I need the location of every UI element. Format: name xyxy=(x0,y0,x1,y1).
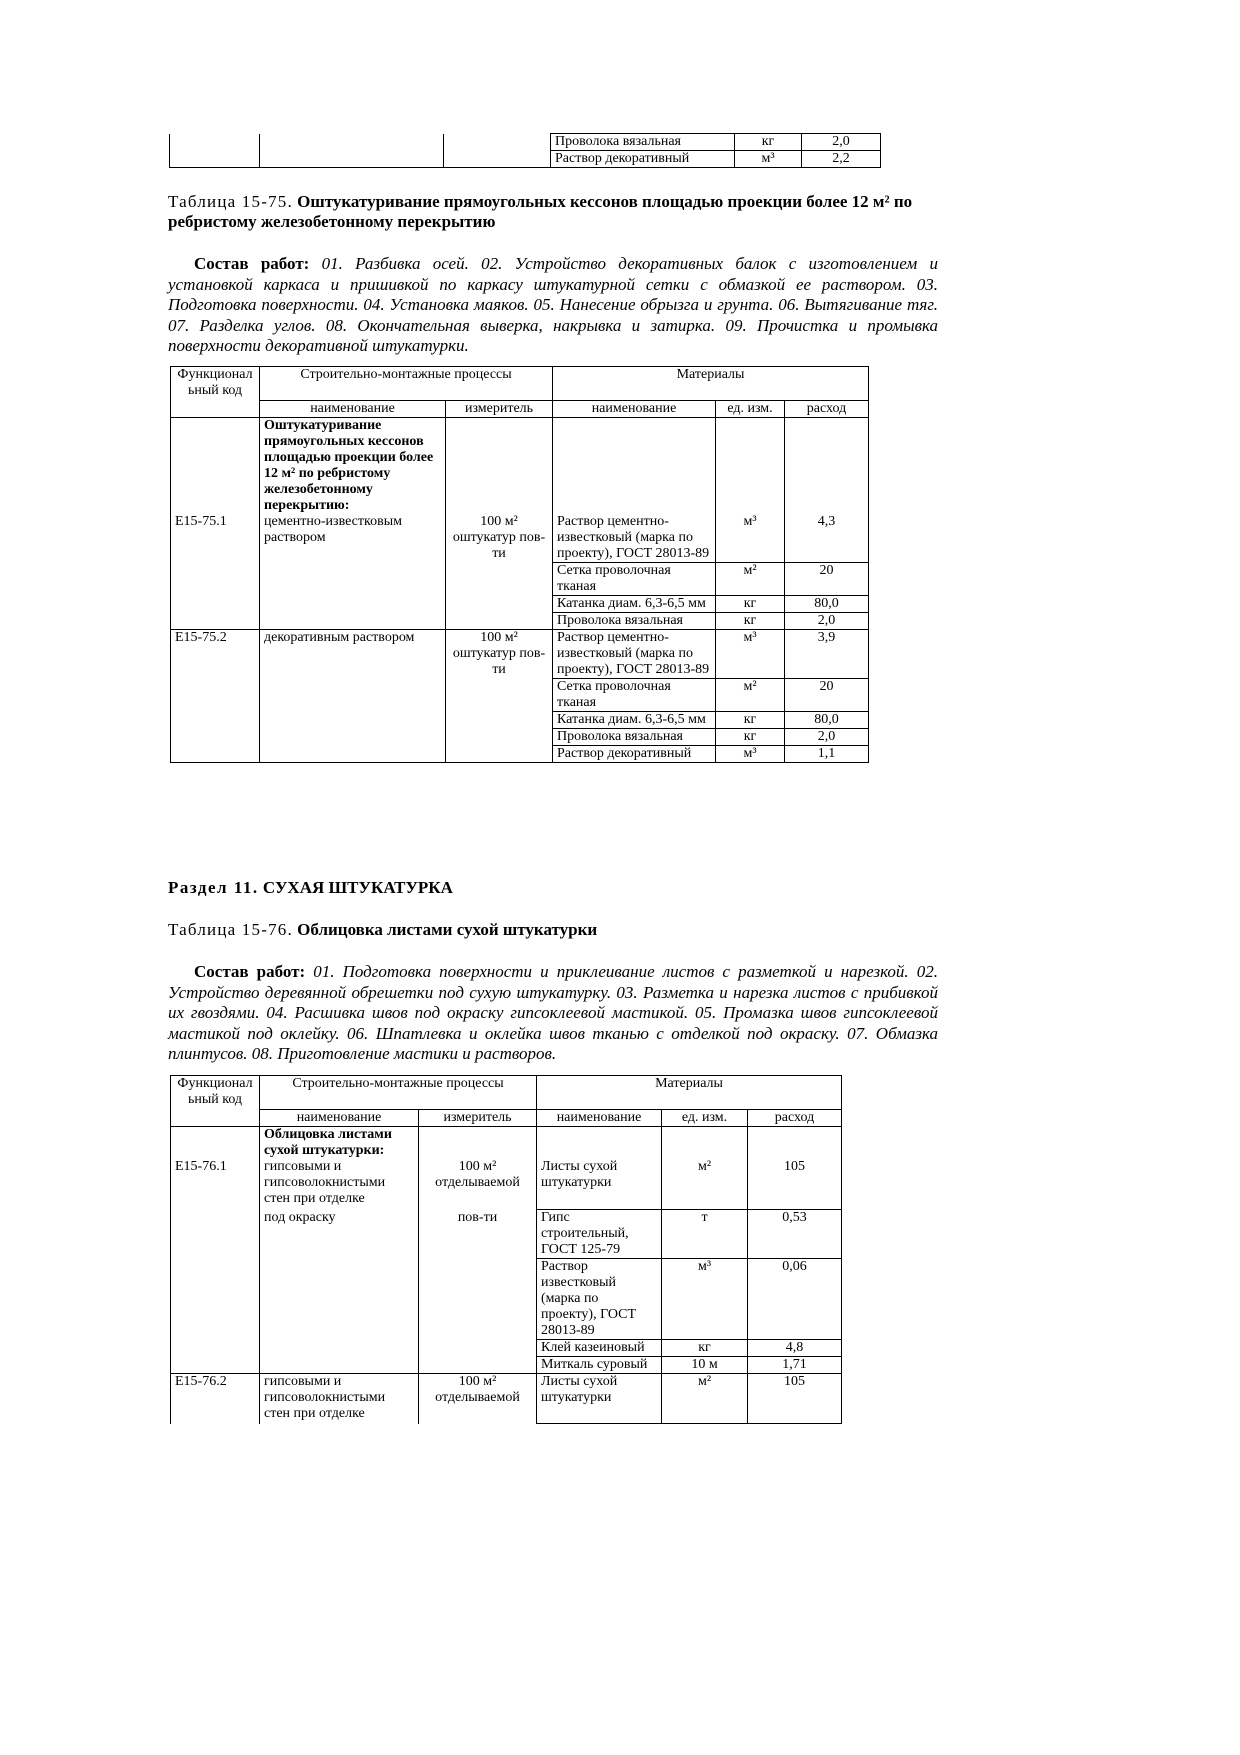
material-value: 105 xyxy=(748,1374,842,1424)
item-meter: 100 м² оштукатур пов-ти xyxy=(446,630,553,763)
material-unit: м² xyxy=(716,679,785,712)
material-value: 2,0 xyxy=(785,729,869,746)
table-title: Оштукатуривание прямоугольных кессонов площадью проекции более 12 м² по ребристому железобетонному перекрытию xyxy=(168,192,913,231)
composition-label: Состав работ: xyxy=(194,254,310,273)
header-consumption: расход xyxy=(785,401,869,418)
composition-paragraph xyxy=(168,962,938,1065)
material-name: Миткаль суровый xyxy=(537,1357,662,1374)
material-unit: м² xyxy=(716,563,785,596)
material-value: 0,53 xyxy=(748,1210,842,1259)
table-caption xyxy=(168,920,938,940)
material-unit: кг xyxy=(716,712,785,729)
header-consumption: расход xyxy=(748,1110,842,1127)
material-value: 1,1 xyxy=(785,746,869,763)
top-fragment-table xyxy=(169,133,881,168)
table-row xyxy=(171,1210,842,1259)
table-caption xyxy=(168,192,938,232)
table-label: Таблица 15-76. xyxy=(168,920,293,939)
composition-text: 01. Разбивка осей. 02. Устройство декоративных балок с изготовлением и установкой каркаса и пришивкой по каркасу штукатурной сетки с обмазкой ее раствором. 03. Подготовка поверхности. 04. Установка маяков. 05. Нанесение обрызга и грунта. 06. Вытягивание тяг. 07. Разделка углов. 08. Окончательная выверка, накрывка и затирка. 09. Прочистка и промывка поверхности декоративной штукатурки. xyxy=(168,254,938,355)
material-unit: кг xyxy=(716,596,785,613)
header-meter: измеритель xyxy=(419,1110,537,1127)
material-name: Сетка проволочная тканая xyxy=(553,679,716,712)
material-name: Раствор известковый (марка по проекту), ГОСТ 28013-89 xyxy=(537,1259,662,1340)
material-value: 2,2 xyxy=(802,151,881,168)
table-row xyxy=(171,418,869,563)
table-title: Облицовка листами сухой штукатурки xyxy=(297,920,598,939)
item-meter: 100 м² отделываемой xyxy=(419,1374,537,1424)
material-unit: м³ xyxy=(716,630,785,679)
header-materials: Материалы xyxy=(537,1076,842,1110)
header-code: Функционал ьный код xyxy=(171,367,260,401)
header-processes: Строительно-монтажные процессы xyxy=(260,367,553,401)
material-unit: м³ xyxy=(662,1259,748,1340)
table-15-75 xyxy=(170,366,869,763)
header-name: наименование xyxy=(260,401,446,418)
material-unit: м³ xyxy=(716,418,785,563)
header-materials: Материалы xyxy=(553,367,869,401)
material-name: Раствор цементно-известковый (марка по проекту), ГОСТ 28013-89 xyxy=(553,418,716,563)
table-row xyxy=(171,1127,842,1210)
item-meter: 100 м² отделываемой xyxy=(419,1127,537,1210)
material-value: 2,0 xyxy=(785,613,869,630)
composition-text: 01. Подготовка поверхности и приклеивание листов с разметкой и нарезкой. 02. Устройство деревянной обрешетки под сухую штукатурку. 03. Разметка и нарезка листов с прибивкой их гвоздями. 04. Расшивка швов под окраску гипсоклеевой мастикой. 05. Промазка швов гипсоклеевой мастикой под оклейку. 06. Шпатлевка и оклейка швов тканью с отделкой под окраску. 07. Обмазка плинтусов. 08. Приготовление мастики и растворов. xyxy=(168,962,938,1063)
header-name: наименование xyxy=(260,1110,419,1127)
material-unit: 10 м xyxy=(662,1357,748,1374)
material-value: 20 xyxy=(785,563,869,596)
material-name: Раствор декоративный xyxy=(553,746,716,763)
material-unit: т xyxy=(662,1210,748,1259)
material-name: Раствор цементно-известковый (марка по проекту), ГОСТ 28013-89 xyxy=(553,630,716,679)
composition-label: Состав работ: xyxy=(194,962,306,981)
material-name: Проволока вязальная xyxy=(553,729,716,746)
item-code: Е15-75.2 xyxy=(171,630,260,763)
material-name: Гипс строительный, ГОСТ 125-79 xyxy=(537,1210,662,1259)
header-meter: измеритель xyxy=(446,401,553,418)
process-text: цементно-известковым раствором xyxy=(264,514,402,545)
header-mat-name: наименование xyxy=(553,401,716,418)
item-code: Е15-76.1 xyxy=(171,1127,260,1374)
material-unit: м³ xyxy=(716,746,785,763)
material-value: 0,06 xyxy=(748,1259,842,1340)
table-label: Таблица 15-75. xyxy=(168,192,293,211)
material-value: 20 xyxy=(785,679,869,712)
material-value: 4,3 xyxy=(785,418,869,563)
composition-paragraph xyxy=(168,254,938,357)
material-unit: кг xyxy=(716,613,785,630)
process-text: гипсовыми и гипсоволокнистыми стен при отделке xyxy=(264,1159,386,1206)
section-label: Раздел 11. xyxy=(168,878,259,897)
item-code: Е15-76.2 xyxy=(171,1374,260,1424)
section-title: СУХАЯ ШТУКАТУРКА xyxy=(262,878,453,897)
material-name: Катанка диам. 6,3-6,5 мм xyxy=(553,712,716,729)
table-row xyxy=(170,134,881,151)
material-value: 80,0 xyxy=(785,712,869,729)
section-heading xyxy=(168,878,938,898)
header-mat-name: наименование xyxy=(537,1110,662,1127)
material-unit: м³ xyxy=(735,151,802,168)
material-value: 80,0 xyxy=(785,596,869,613)
table-row xyxy=(171,630,869,679)
material-unit: кг xyxy=(716,729,785,746)
material-name: Раствор декоративный xyxy=(551,151,735,168)
group-title: Оштукатуривание прямоугольных кессонов площадью проекции более 12 м² по ребристому железобетонному перекрытию: xyxy=(264,418,434,513)
table-15-76 xyxy=(170,1075,842,1424)
material-value: 3,9 xyxy=(785,630,869,679)
header-code: Функционал ьный код xyxy=(171,1076,260,1110)
material-unit: кг xyxy=(735,134,802,151)
material-value: 1,71 xyxy=(748,1357,842,1374)
item-code: Е15-75.1 xyxy=(171,418,260,630)
material-name: Сетка проволочная тканая xyxy=(553,563,716,596)
item-process xyxy=(260,418,446,630)
material-value: 4,8 xyxy=(748,1340,842,1357)
material-name: Проволока вязальная xyxy=(551,134,735,151)
header-processes: Строительно-монтажные процессы xyxy=(260,1076,537,1110)
material-unit: м² xyxy=(662,1127,748,1210)
material-name: Листы сухой штукатурки xyxy=(537,1127,662,1210)
material-unit: кг xyxy=(662,1340,748,1357)
material-name: Проволока вязальная xyxy=(553,613,716,630)
item-meter: 100 м² оштукатур пов-ти xyxy=(446,418,553,630)
header-unit: ед. изм. xyxy=(662,1110,748,1127)
item-process-cont: под окраску xyxy=(260,1210,419,1374)
material-value: 105 xyxy=(748,1127,842,1210)
material-value: 2,0 xyxy=(802,134,881,151)
item-process xyxy=(260,1127,419,1210)
item-process: гипсовыми и гипсоволокнистыми стен при отделке xyxy=(260,1374,419,1424)
material-name: Клей казеиновый xyxy=(537,1340,662,1357)
table-row xyxy=(171,1374,842,1424)
group-title: Облицовка листами сухой штукатурки: xyxy=(264,1127,392,1158)
item-process: декоративным раствором xyxy=(260,630,446,763)
material-name: Листы сухой штукатурки xyxy=(537,1374,662,1424)
material-unit: м² xyxy=(662,1374,748,1424)
header-unit: ед. изм. xyxy=(716,401,785,418)
item-meter-cont: пов-ти xyxy=(419,1210,537,1374)
material-name: Катанка диам. 6,3-6,5 мм xyxy=(553,596,716,613)
